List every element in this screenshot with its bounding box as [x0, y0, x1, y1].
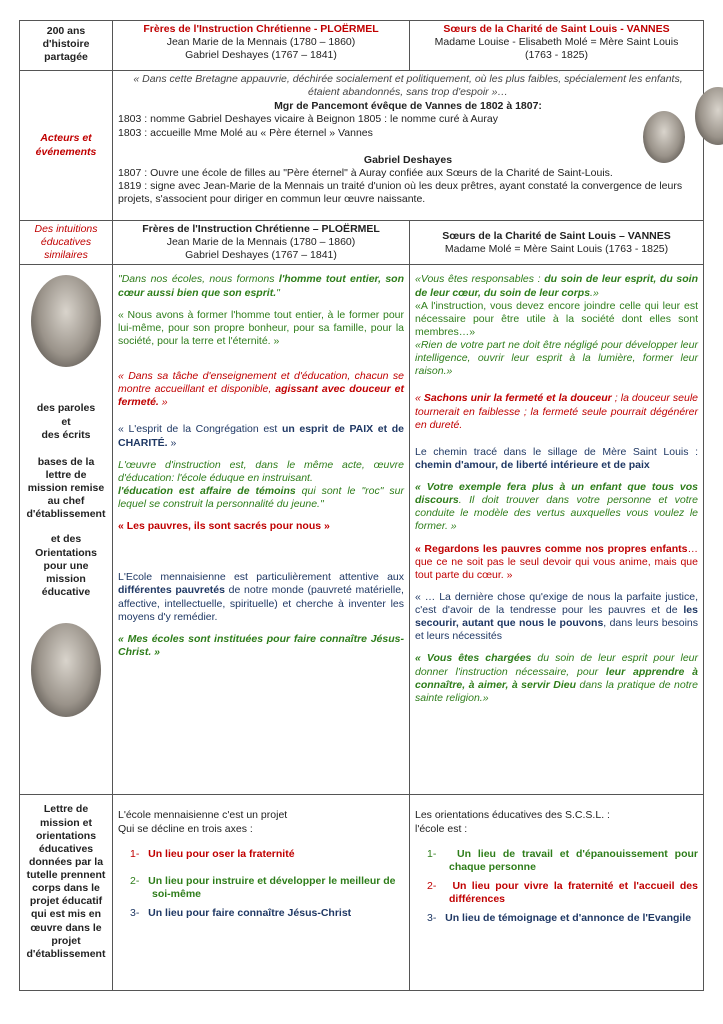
intuitions-soeurs-title: Sœurs de la Charité de Saint Louis – VANNES: [442, 229, 671, 242]
right-quote-9: « Vous êtes chargées du soin de leur esprit pour leur donner l'instruction nécessaire, pour leur apprendre à connaître, à aimer, à servir Dieu dans la pratique de notre sainte religion.»: [415, 652, 698, 704]
paroles-label1: des paroles: [36, 402, 96, 415]
acteurs-quote: « Dans cette Bretagne appauvrie, déchirée socialement et politiquement, où les plus faibles, spécialement les enfants, étaient abandonnés, sans trop d'espoir »…: [133, 73, 683, 99]
right-quote-5: Le chemin tracé dans le sillage de Mère Saint Louis : chemin d'amour, de liberté intérieure et de paix: [415, 445, 698, 471]
paroles-left-cell: [113, 265, 410, 795]
portrait-mere-saint-louis-image: [31, 623, 101, 717]
lettre-right-cell: [410, 795, 704, 991]
left-axis-2: 2- Un lieu pour instruire et développer le meilleur de soi-même: [130, 874, 396, 900]
paroles-right-cell: [410, 265, 704, 795]
header-freres-cell: [113, 21, 410, 71]
freres-founder1: Jean Marie de la Mennais (1780 – 1860): [166, 36, 356, 49]
acteurs-label: Acteurs et événements: [35, 132, 97, 158]
intuitions-freres-cell: [113, 221, 410, 265]
right-axes-list: [415, 848, 698, 926]
header-soeurs-cell: [410, 21, 704, 71]
left-quote-8: « Mes écoles sont instituées pour faire connaître Jésus-Christ. »: [118, 632, 404, 658]
header-label-cell: [20, 21, 113, 71]
gabriel-line2: 1819 : signe avec Jean-Marie de la Mennais un traité d'union où les deux prêtres, ayant constaté la convergence de leurs projets, s'associent pour diriger en commun leur œuvre naissante.: [118, 179, 683, 205]
right-quote-1: «Vous êtes responsables : du soin de leur esprit, du soin de leur cœur, du soin de leur corps.»: [415, 273, 698, 299]
soeurs-founder1: Madame Louise - Elisabeth Molé = Mère Saint Louis: [434, 36, 679, 49]
right-intro2: l'école est :: [415, 822, 468, 835]
gabriel-title: Gabriel Deshayes: [363, 153, 453, 166]
lettre-label-cell: [20, 795, 113, 991]
right-axis-2: 2- Un lieu pour vivre la fraternité et l'accueil des différences: [427, 879, 698, 905]
left-quote-5: L'œuvre d'instruction est, dans le même acte, œuvre d'éducation: l'école éduque en instruisant. l'éducation est affaire de témoins qui sont le "roc" sur lequel se construit la personnalité du jeune.": [118, 458, 404, 510]
mgr-line1: 1803 : nomme Gabriel Deshayes vicaire à Beignon 1805 : le nomme curé à Auray: [118, 113, 498, 126]
right-axis-3: 3- Un lieu de témoignage et d'annonce de l'Evangile: [427, 912, 692, 925]
intuitions-soeurs-line1: Madame Molé = Mère Saint Louis (1763 - 1825): [444, 242, 669, 255]
soeurs-founder2: (1763 - 1825): [524, 49, 589, 62]
lettre-label: Lettre de mission et orientations éducatives données par la tutelle prennent corps dans le projet éducatif qui est mis en œuvre dans le projet d'établissement: [26, 803, 106, 960]
left-axis-3: 3- Un lieu pour faire connaître Jésus-Christ: [130, 907, 352, 919]
left-quote-2: « Nous avons à former l'homme tout entier, à le former pour lui-même, pour son propre bonheur, pour sa famille, pour la société, pour la terre et l'éternité. »: [118, 308, 404, 347]
right-quote-3: «Rien de votre part ne doit être négligé pour développer leur intelligence, ouvrir leur esprit à la lumière, former leur raison.»: [415, 339, 698, 378]
right-quote-6: « Votre exemple fera plus à un enfant que tous vos discours. Il doit trouver dans votre personne et votre conduite le modèle des vertus auxquelles vous voulez le former. »: [415, 481, 698, 533]
intuitions-freres-line1: Jean Marie de la Mennais (1780 – 1860): [166, 236, 356, 249]
right-axis-1: 1- Un lieu de travail et d'épanouissement pour chaque personne: [427, 847, 698, 873]
paroles-label-cell: [20, 265, 113, 795]
acteurs-content-cell: [113, 71, 704, 221]
mgr-title: Mgr de Pancemont évêque de Vannes de 1802 à 1807:: [274, 100, 542, 113]
main-table: [19, 20, 704, 991]
intuitions-label: Des intuitions éducatives similaires: [34, 223, 98, 262]
left-quote-4: « L'esprit de la Congrégation est un esprit de PAIX et de CHARITÉ. »: [118, 423, 404, 449]
left-quote-1: "Dans nos écoles, nous formons l'homme tout entier, son cœur aussi bien que son esprit.": [118, 273, 404, 299]
paroles-label5: et des Orientations pour une mission éducative: [35, 533, 97, 598]
freres-founder2: Gabriel Deshayes (1767 – 1841): [185, 49, 337, 62]
portrait-deshayes-image: [695, 87, 723, 145]
right-quote-2: «A l'instruction, vous devez encore joindre celle qui leur est nécessaire pour être utile à la société dont elles sont membres…»: [415, 299, 698, 338]
header-label: 200 ans d'histoire partagée: [42, 25, 90, 64]
right-quote-4: « Sachons unir la fermeté et la douceur ; la douceur seule tournerait en faiblesse ; la fermeté seule pourrait dégénérer en dureté.: [415, 392, 698, 431]
intuitions-label-cell: [20, 221, 113, 265]
left-quote-3: « Dans sa tâche d'enseignement et d'éducation, chacun se montre accueillant et disponible, agissant avec douceur et fermeté. »: [118, 370, 405, 409]
left-intro2: Qui se décline en trois axes :: [118, 822, 253, 835]
gabriel-line1: 1807 : Ouvre une école de filles au "Père éternel" à Auray confiée aux Sœurs de la Charité de Saint-Louis.: [118, 166, 613, 179]
intuitions-soeurs-cell: [410, 221, 704, 265]
document-page: [19, 20, 704, 991]
left-axis-1: 1- Un lieu pour oser la fraternité: [130, 847, 295, 860]
mgr-line2: 1803 : accueille Mme Molé au « Père éternel » Vannes: [118, 126, 373, 139]
left-axes-list: [118, 848, 404, 921]
right-intro1: Les orientations éducatives des S.C.S.L. :: [415, 809, 610, 822]
intuitions-freres-title: Frères de l'Instruction Chrétienne – PLOËRMEL: [142, 223, 380, 235]
portrait-mennais-image: [31, 275, 101, 367]
right-quote-8: « … La dernière chose qu'exige de nous la parfaite justice, c'est d'avoir de la tendresse pour les pauvres et de les secourir, autant que nous le pouvons, dans leurs besoins et leurs nécessités: [415, 590, 698, 643]
left-quote-6: « Les pauvres, ils sont sacrés pour nous »: [118, 520, 330, 533]
lettre-left-cell: [113, 795, 410, 991]
paroles-label2: et: [61, 415, 71, 428]
left-quote-7: L'Ecole mennaisienne est particulièrement attentive aux différentes pauvretés de notre monde (pauvreté matérielle, affective, intellectuelle, spirituelle) et cherche à inventer les moyens d'y remédier.: [118, 571, 404, 623]
soeurs-title: Sœurs de la Charité de Saint Louis - VANNES: [443, 23, 670, 35]
acteurs-label-cell: [20, 71, 113, 221]
paroles-label3: des écrits: [41, 428, 91, 441]
freres-title: Frères de l'Instruction Chrétienne - PLOËRMEL: [143, 23, 379, 35]
portrait-pancemont-image: [643, 111, 685, 163]
paroles-label4: bases de la lettre de mission remise au chef d'établissement: [26, 455, 106, 521]
intuitions-freres-line2: Gabriel Deshayes (1767 – 1841): [185, 249, 337, 262]
left-intro1: L'école mennaisienne c'est un projet: [118, 809, 288, 822]
right-quote-7: « Regardons les pauvres comme nos propres enfants… que ce ne soit pas le seul devoir qui vous anime, mais que tout parte du cœur. »: [415, 542, 698, 581]
